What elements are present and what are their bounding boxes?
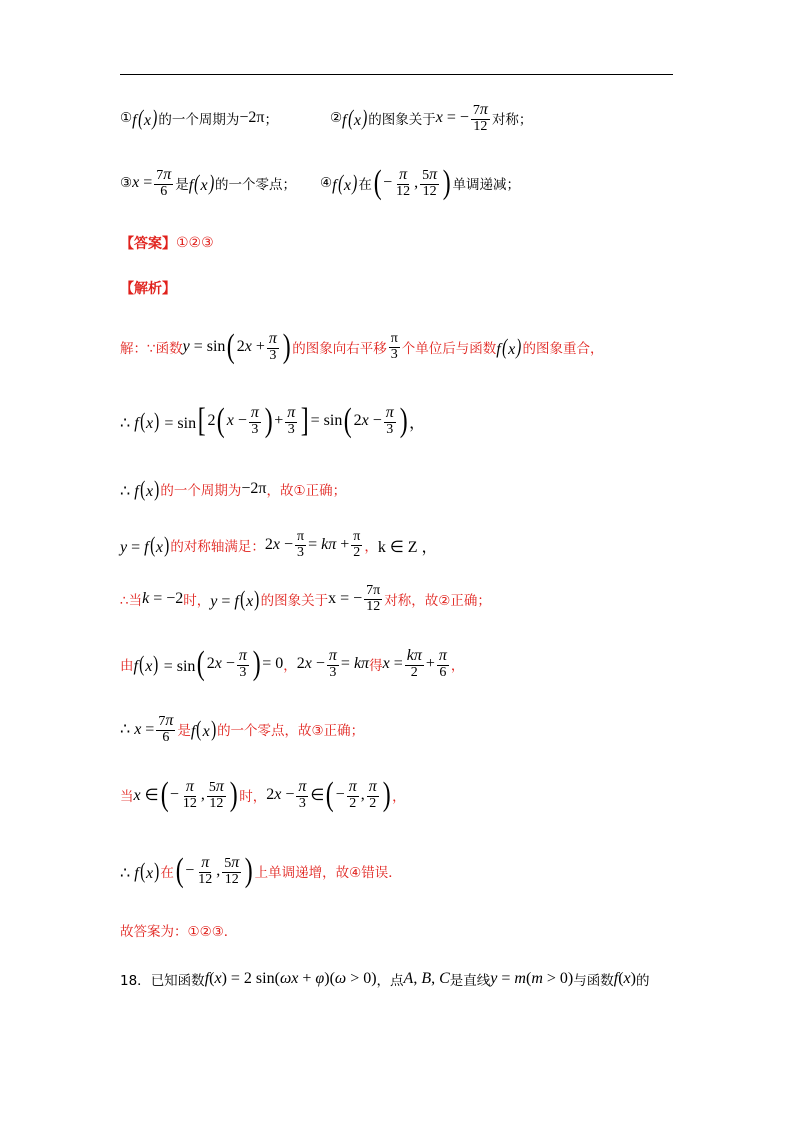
option-1-function: f(x)	[132, 104, 158, 130]
solution-l1-b: 的图象向右平移	[292, 341, 387, 357]
answer-value: ①②③	[176, 235, 214, 251]
solution-l1-a: 解：∵函数	[120, 341, 183, 357]
answer-label: 【答案】	[120, 236, 176, 252]
solution-line-8: 当 x ∈ ( − $\frac{\pi}{12}$ , $\frac{5\pi}{12}$ ) 时， 2x − $\frac{\pi}{3}$ ∈ ( − $\frac{\pi}{2}$ , $\frac{\pi}{2}$ ) ，	[120, 776, 406, 813]
solution-line-2: ∴ f(x) = sin [ 2 ( x − $\frac{\pi}{3}$ ) + $\frac{\pi}{3}$ ] = sin ( 2x − $\frac{\pi}{3}$ ) ，	[120, 402, 426, 439]
solution-l1-d: 的图象重合，	[522, 341, 604, 357]
option-4-marker: ④	[319, 175, 333, 191]
option-1-value: −2π	[239, 109, 265, 126]
solution-l6-a: 由	[120, 658, 134, 674]
solution-l3-a: 的一个周期为	[160, 483, 242, 499]
solution-l7-b: 的一个零点，故③正确；	[217, 723, 365, 739]
option-1-marker: ①	[120, 110, 133, 126]
solution-l5-d: 对称，故②正确；	[384, 593, 491, 609]
solution-line-7: ∴ x = $\frac{7\pi}{6}$ 是 f(x) 的一个零点，故③正确；	[120, 711, 365, 745]
final-answer: 故答案为：①②③．	[120, 924, 238, 940]
solution-l6-d: ，	[450, 658, 465, 674]
solution-l6-c: 得	[369, 658, 383, 674]
option-2-text: 的图象关于	[368, 112, 436, 128]
question-text-c: 是直线	[449, 973, 491, 989]
solution-l8-b: 时，	[239, 789, 267, 805]
question-number: 18．	[120, 973, 151, 989]
option-4-text: 在	[358, 177, 372, 193]
solution-l9-a: 在	[160, 865, 174, 881]
question-text-d: 与函数	[573, 973, 614, 989]
solution-l3-b: ，故①正确；	[266, 483, 347, 499]
solution-line-9: ∴ f(x) 在 ( − $\frac{\pi}{12}$ , $\frac{5\pi}{12}$ ) 上单调递增，故④错误．	[120, 852, 402, 889]
option-2-math: x = −	[435, 109, 469, 126]
option-3-end: 的一个零点；	[214, 177, 296, 193]
option-3-math: x =	[132, 174, 153, 191]
solution-l5-b: 时，	[183, 593, 211, 609]
option-1-text: 的一个周期为	[158, 112, 240, 128]
analysis-label: 【解析】	[120, 281, 176, 297]
option-4-function: f(x)	[332, 169, 358, 195]
option-3-function: f(x)	[188, 169, 214, 195]
solution-line-6: 由 f(x) = sin ( 2x − $\frac{\pi}{3}$ ) = 0 ， 2x − $\frac{\pi}{3}$ = kπ 得 x = $\frac{k\pi}{2}$ + $\frac{\pi}{6}$ ，	[120, 645, 465, 682]
solution-line-3: ∴ f(x) 的一个周期为 −2π ，故①正确；	[120, 475, 347, 501]
solution-l6-b: ，	[283, 658, 297, 674]
options-row-2: ③ x = $\frac{7\pi}{6}$ 是 f(x) 的一个零点； ④ f(x) 在 ( − $\frac{\pi}{12}$ , $\frac{5\pi}{12}$ ) 单调递减；	[120, 164, 521, 201]
option-2-marker: ②	[329, 110, 343, 126]
solution-line-4: y = f(x) 的对称轴满足： 2x − $\frac{\pi}{3}$ = kπ + $\frac{\pi}{2}$ ， k ∈ Z ，	[120, 528, 438, 560]
options-row-1	[120, 101, 532, 135]
solution-l5-c: 的图象关于	[260, 593, 329, 609]
solution-l7-a: 是	[177, 723, 191, 739]
solution-l4-b: ，	[364, 539, 378, 555]
final-answer-line	[120, 919, 237, 941]
solution-l9-b: 上单调递增，故④错误．	[254, 865, 402, 881]
solution-line-1: 解：∵函数 y = sin ( 2x + $\frac{\pi}{3}$ ) 的图象向右平移 $\frac{\pi}{3}$ 个单位后与函数 f(x) 的图象重合，	[120, 328, 604, 365]
option-2-function: f(x)	[342, 104, 368, 130]
option-3-text: 是	[175, 177, 189, 193]
question-18-line: 18． 已知函数 f(x) = 2 sin(ωx + φ)(ω > 0) ，点 A, B, C 是直线 y = m(m > 0) 与函数 f(x) 的	[120, 970, 650, 989]
question-text-a: 已知函数	[150, 973, 205, 989]
solution-l5-a: ∴当	[120, 593, 143, 609]
option-4-frac-1: $\frac{\pi}{12}$	[396, 165, 411, 199]
option-3-marker: ③	[120, 175, 133, 191]
option-3-fraction: $\frac{7\pi}{6}$	[156, 165, 172, 199]
answer-line	[120, 233, 214, 253]
solution-l8-c: ，	[392, 789, 406, 805]
header-rule	[120, 74, 673, 75]
option-2-end: 对称；	[491, 112, 533, 128]
question-text-b: ，点	[376, 973, 404, 989]
option-1-end: ；	[264, 112, 278, 128]
solution-l1-c: 个单位后与函数	[401, 341, 497, 357]
solution-l4-a: 的对称轴满足：	[170, 539, 265, 555]
solution-line-5: ∴当 k = −2 时， y = f(x) 的图象关于 x = − $\frac{7\pi}{12}$ 对称，故②正确；	[120, 582, 491, 614]
option-2-fraction: $\frac{7\pi}{12}$	[472, 100, 488, 134]
option-4-frac-2: $\frac{5\pi}{12}$	[422, 165, 438, 199]
question-text-e: 的	[635, 973, 650, 989]
solution-l8-a: 当	[120, 789, 134, 805]
option-4-end: 单调递减；	[452, 177, 521, 193]
